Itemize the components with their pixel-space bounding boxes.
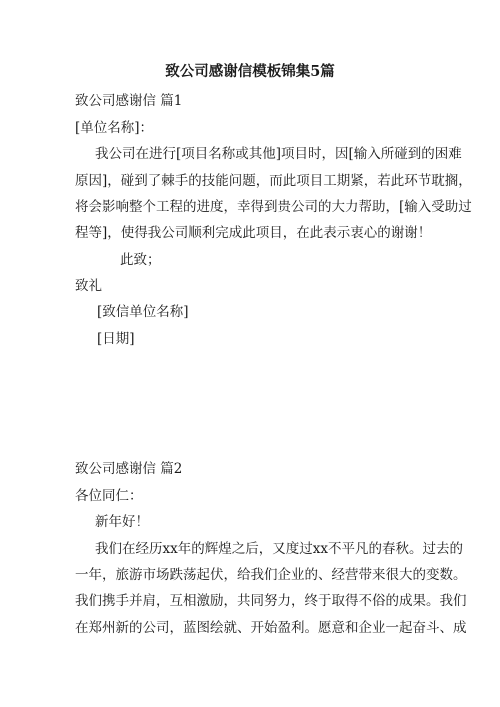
letter2-body-line: 一年，旅游市场跌荡起伏，给我们企业的、经营带来很大的变数。 [75, 567, 467, 583]
letter1-heading: 致公司感谢信 篇1 [75, 93, 183, 109]
letter2-body-line: 在郑州新的公司，蓝图绘就、开始盈利。愿意和企业一起奋斗、成 [75, 620, 467, 636]
letter2-new-year: 新年好！ [95, 514, 149, 530]
letter1-recipient: [单位名称]： [75, 120, 154, 136]
letter1-signature: [致信单位名称] [97, 304, 189, 320]
letter1-closing: 此致； [120, 252, 161, 268]
letter2-heading: 致公司感谢信 篇2 [75, 461, 183, 477]
letter1-body-line: 程等]，使得我公司顺利完成此项目，在此表示衷心的谢谢！ [75, 225, 432, 241]
letter1-date: [日期] [97, 331, 135, 347]
letter1-body-line: 将会影响整个工程的进度，幸得到贵公司的大力帮助，[输入受助过 [75, 199, 472, 215]
letter2-body-line: 我们在经历xx年的辉煌之后，又度过xx不平凡的春秋。过去的 [95, 541, 463, 557]
letter1-body-line: 我公司在进行[项目名称或其他]项目时，因[输入所碰到的困难 [95, 146, 462, 162]
letter2-greeting: 各位同仁： [75, 488, 143, 504]
letter1-body-line: 原因]，碰到了棘手的技能问题，而此项目工期紧，若此环节耽搁， [75, 173, 472, 189]
letter2-body-line: 我们携手并肩，互相激励，共同努力，终于取得不俗的成果。我们 [75, 593, 467, 609]
letter1-salutation: 致礼 [75, 278, 102, 294]
document-title: 致公司感谢信模板锦集5篇 [165, 63, 335, 80]
